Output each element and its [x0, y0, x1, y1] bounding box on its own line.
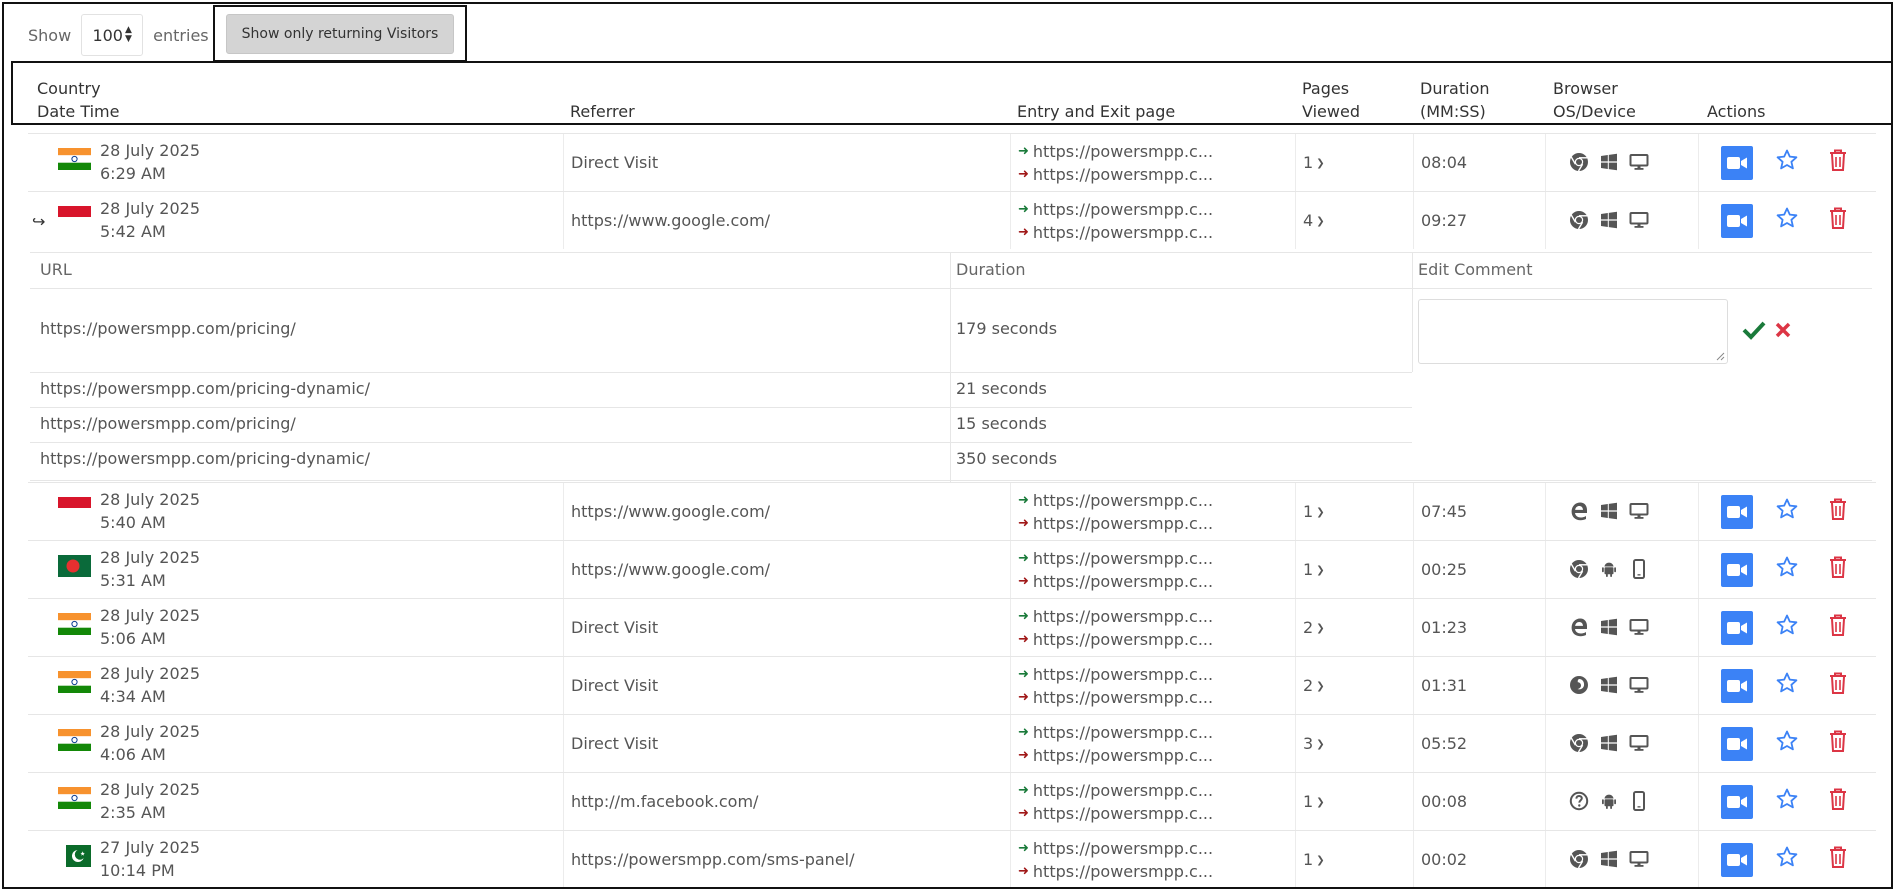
visit-time: 4:06 AM	[100, 745, 166, 764]
star-icon[interactable]	[1775, 845, 1799, 873]
visit-time: 5:06 AM	[100, 629, 166, 648]
duration-cell: 01:23	[1421, 618, 1468, 637]
duration-cell: 09:27	[1421, 211, 1468, 230]
header-browser-line1: Browser	[1553, 79, 1618, 98]
browser-os-device	[1568, 732, 1650, 754]
chrome-icon	[1568, 848, 1590, 870]
cancel-comment-x-icon[interactable]	[1774, 321, 1792, 339]
session-recording-button[interactable]	[1721, 669, 1753, 703]
header-country-datetime[interactable]	[37, 77, 119, 123]
exit-page-url: https://powersmpp.c...	[1032, 862, 1214, 881]
row-detail-panel	[30, 252, 1872, 482]
visit-date: 28 July 2025	[100, 199, 201, 218]
entry-arrow-icon: ➜	[1018, 144, 1029, 159]
exit-page-url: https://powersmpp.c...	[1032, 746, 1214, 765]
desktop-icon	[1628, 500, 1650, 522]
visit-date: 28 July 2025	[100, 606, 201, 625]
visit-time: 4:34 AM	[100, 687, 166, 706]
country-flag-icon	[58, 206, 91, 228]
entry-arrow-icon: ➜	[1018, 725, 1029, 740]
trash-icon[interactable]	[1828, 845, 1848, 873]
chevron-down-icon: ❯	[1316, 855, 1325, 866]
header-browser[interactable]	[1553, 77, 1636, 123]
chrome-icon	[1568, 209, 1590, 231]
detail-header-duration: Duration	[956, 260, 1026, 279]
visit-date: 28 July 2025	[100, 722, 201, 741]
header-country: Country	[37, 79, 101, 98]
entry-arrow-icon: ➜	[1018, 493, 1029, 508]
table-row	[28, 830, 1876, 888]
session-recording-button[interactable]	[1721, 495, 1753, 529]
browser-os-device	[1568, 500, 1650, 522]
visit-time: 10:14 PM	[100, 861, 175, 880]
country-flag-icon	[58, 613, 91, 635]
trash-icon[interactable]	[1828, 206, 1848, 234]
star-icon[interactable]	[1775, 497, 1799, 525]
trash-icon[interactable]	[1828, 671, 1848, 699]
pages-viewed-dropdown[interactable]	[1303, 560, 1325, 579]
session-recording-button[interactable]	[1721, 611, 1753, 645]
desktop-icon	[1628, 674, 1650, 696]
detail-duration-cell: 21 seconds	[956, 379, 1047, 398]
exit-page-url: https://powersmpp.c...	[1032, 688, 1214, 707]
visit-time: 2:35 AM	[100, 803, 166, 822]
pages-count: 1	[1303, 153, 1314, 172]
returning-visitors-wrapper	[213, 5, 467, 62]
android-icon	[1598, 790, 1620, 812]
pages-count: 2	[1303, 618, 1314, 637]
pages-viewed-dropdown[interactable]	[1303, 211, 1325, 230]
pages-count: 4	[1303, 211, 1314, 230]
windows-icon	[1598, 500, 1620, 522]
browser-os-device	[1568, 151, 1650, 173]
browser-os-device	[1568, 558, 1650, 580]
referrer-cell: https://www.google.com/	[571, 211, 771, 230]
referrer-cell: https://www.google.com/	[571, 502, 771, 521]
star-icon[interactable]	[1775, 671, 1799, 699]
exit-arrow-icon: ➜	[1018, 632, 1029, 647]
visitors-panel	[2, 2, 1893, 889]
expand-row-icon[interactable]: ↪	[32, 212, 46, 231]
video-camera-icon	[1726, 563, 1748, 577]
trash-icon[interactable]	[1828, 148, 1848, 176]
header-pages-line1: Pages	[1302, 79, 1350, 98]
header-date-time: Date Time	[37, 102, 120, 121]
session-recording-button[interactable]	[1721, 204, 1753, 238]
resize-handle-icon[interactable]	[1715, 351, 1725, 361]
length-control	[28, 14, 209, 56]
country-flag-icon	[58, 555, 91, 577]
entry-arrow-icon: ➜	[1018, 841, 1029, 856]
entry-page[interactable]	[1018, 607, 1213, 626]
entry-arrow-icon: ➜	[1018, 667, 1029, 682]
duration-cell: 00:02	[1421, 850, 1468, 869]
chevron-down-icon: ❯	[1316, 681, 1325, 692]
header-browser-line2: OS/Device	[1553, 102, 1636, 121]
table-row	[28, 482, 1876, 540]
detail-url-cell: https://powersmpp.com/pricing-dynamic/	[40, 449, 370, 468]
visit-date: 28 July 2025	[100, 141, 201, 160]
referrer-cell: https://www.google.com/	[571, 560, 771, 579]
chevron-down-icon: ❯	[1316, 623, 1325, 634]
entry-page-url: https://powersmpp.c...	[1032, 607, 1214, 626]
star-icon[interactable]	[1775, 787, 1799, 815]
entry-page[interactable]	[1018, 491, 1213, 510]
entries-label: entries	[153, 25, 209, 45]
duration-cell: 05:52	[1421, 734, 1468, 753]
detail-duration-cell: 15 seconds	[956, 414, 1047, 433]
exit-arrow-icon: ➜	[1018, 690, 1029, 705]
entry-page[interactable]	[1018, 549, 1213, 568]
referrer-cell: http://m.facebook.com/	[571, 792, 759, 811]
detail-duration-cell: 350 seconds	[956, 449, 1058, 468]
entry-page[interactable]	[1018, 723, 1213, 742]
pages-count: 1	[1303, 850, 1314, 869]
exit-page-url: https://powersmpp.c...	[1032, 223, 1214, 242]
visit-time: 5:40 AM	[100, 513, 166, 532]
exit-page[interactable]	[1018, 688, 1213, 707]
firefox-icon	[1568, 674, 1590, 696]
pages-viewed-dropdown[interactable]	[1303, 618, 1325, 637]
star-icon[interactable]	[1775, 613, 1799, 641]
browser-os-device	[1568, 209, 1650, 231]
exit-page[interactable]	[1018, 862, 1213, 881]
windows-icon	[1598, 151, 1620, 173]
show-label: Show	[28, 25, 72, 45]
video-camera-icon	[1726, 795, 1748, 809]
android-icon	[1598, 558, 1620, 580]
entry-page-url: https://powersmpp.c...	[1032, 665, 1214, 684]
pages-count: 2	[1303, 676, 1314, 695]
entry-page-url: https://powersmpp.c...	[1032, 491, 1214, 510]
detail-duration-cell: 179 seconds	[956, 319, 1058, 338]
duration-cell: 00:25	[1421, 560, 1468, 579]
entry-page-url: https://powersmpp.c...	[1032, 142, 1214, 161]
video-camera-icon	[1726, 505, 1748, 519]
star-icon[interactable]	[1775, 555, 1799, 583]
country-flag-icon	[58, 845, 91, 867]
visit-date: 28 July 2025	[100, 780, 201, 799]
exit-page-url: https://powersmpp.c...	[1032, 572, 1214, 591]
header-duration-line1: Duration	[1420, 79, 1490, 98]
entry-page-url: https://powersmpp.c...	[1032, 549, 1214, 568]
entry-page-url: https://powersmpp.c...	[1032, 839, 1214, 858]
pages-count: 1	[1303, 792, 1314, 811]
table-row	[28, 656, 1876, 714]
video-camera-icon	[1726, 214, 1748, 228]
table-row	[28, 540, 1876, 598]
select-caret-icon: ▲ ▼	[124, 25, 132, 44]
save-comment-check-icon[interactable]	[1742, 320, 1766, 340]
country-flag-icon	[58, 671, 91, 693]
visit-date: 28 July 2025	[100, 664, 201, 683]
star-icon[interactable]	[1775, 148, 1799, 176]
referrer-cell: https://powersmpp.com/sms-panel/	[571, 850, 855, 869]
desktop-icon	[1628, 848, 1650, 870]
detail-url-cell: https://powersmpp.com/pricing/	[40, 319, 296, 338]
duration-cell: 08:04	[1421, 153, 1468, 172]
windows-icon	[1598, 848, 1620, 870]
trash-icon[interactable]	[1828, 555, 1848, 583]
desktop-icon	[1628, 151, 1650, 173]
video-camera-icon	[1726, 737, 1748, 751]
country-flag-icon	[58, 729, 91, 751]
visit-date: 28 July 2025	[100, 490, 201, 509]
exit-page[interactable]	[1018, 165, 1213, 184]
entry-page[interactable]	[1018, 665, 1213, 684]
returning-visitors-button[interactable]: Show only returning Visitors	[226, 14, 454, 54]
table-row	[28, 772, 1876, 830]
referrer-cell: Direct Visit	[571, 618, 659, 637]
trash-icon[interactable]	[1828, 497, 1848, 525]
pages-viewed-dropdown[interactable]	[1303, 850, 1325, 869]
entry-page-url: https://powersmpp.c...	[1032, 781, 1214, 800]
mobile-icon	[1628, 790, 1650, 812]
video-camera-icon	[1726, 679, 1748, 693]
visit-date: 27 July 2025	[100, 838, 201, 857]
referrer-cell: Direct Visit	[571, 734, 659, 753]
pages-count: 3	[1303, 734, 1314, 753]
chevron-down-icon: ❯	[1316, 739, 1325, 750]
entry-arrow-icon: ➜	[1018, 202, 1029, 217]
header-referrer[interactable]: Referrer	[570, 102, 635, 121]
entry-page[interactable]	[1018, 839, 1213, 858]
windows-icon	[1598, 616, 1620, 638]
duration-cell: 07:45	[1421, 502, 1468, 521]
country-flag-icon	[58, 148, 91, 170]
entry-arrow-icon: ➜	[1018, 783, 1029, 798]
pages-viewed-dropdown[interactable]	[1303, 502, 1325, 521]
chevron-down-icon: ❯	[1316, 797, 1325, 808]
exit-page[interactable]	[1018, 746, 1213, 765]
table-row	[28, 714, 1876, 772]
trash-icon[interactable]	[1828, 787, 1848, 815]
duration-cell: 01:31	[1421, 676, 1468, 695]
exit-page-url: https://powersmpp.c...	[1032, 630, 1214, 649]
header-duration[interactable]	[1420, 77, 1490, 123]
entry-arrow-icon: ➜	[1018, 609, 1029, 624]
header-duration-line2: (MM:SS)	[1420, 102, 1486, 121]
pages-count: 1	[1303, 560, 1314, 579]
exit-page[interactable]	[1018, 514, 1213, 533]
mobile-icon	[1628, 558, 1650, 580]
exit-page[interactable]	[1018, 630, 1213, 649]
exit-page[interactable]	[1018, 572, 1213, 591]
exit-arrow-icon: ➜	[1018, 864, 1029, 879]
detail-header-comment: Edit Comment	[1418, 260, 1533, 279]
entry-page-url: https://powersmpp.c...	[1032, 200, 1214, 219]
referrer-cell: Direct Visit	[571, 153, 659, 172]
pages-viewed-dropdown[interactable]	[1303, 734, 1325, 753]
star-icon[interactable]	[1775, 729, 1799, 757]
entries-select[interactable]	[81, 14, 143, 56]
desktop-icon	[1628, 616, 1650, 638]
trash-icon[interactable]	[1828, 729, 1848, 757]
exit-page[interactable]	[1018, 804, 1213, 823]
table-row	[28, 133, 1876, 191]
session-recording-button[interactable]	[1721, 553, 1753, 587]
table-header	[11, 61, 1893, 125]
detail-header-url: URL	[40, 260, 72, 279]
header-actions: Actions	[1707, 102, 1766, 121]
table-row	[28, 598, 1876, 656]
comment-textarea[interactable]	[1418, 299, 1728, 364]
exit-page-url: https://powersmpp.c...	[1032, 804, 1214, 823]
exit-page[interactable]	[1018, 223, 1213, 242]
header-entry-exit[interactable]: Entry and Exit page	[1017, 102, 1176, 121]
chevron-down-icon: ❯	[1316, 565, 1325, 576]
table-row	[28, 191, 1876, 249]
desktop-icon	[1628, 732, 1650, 754]
detail-url-cell: https://powersmpp.com/pricing-dynamic/	[40, 379, 370, 398]
header-pages-line2: Viewed	[1302, 102, 1360, 121]
desktop-icon	[1628, 209, 1650, 231]
entry-page[interactable]	[1018, 200, 1213, 219]
video-camera-icon	[1726, 853, 1748, 867]
session-recording-button[interactable]	[1721, 843, 1753, 877]
browser-os-device	[1568, 848, 1650, 870]
edge-icon	[1568, 500, 1590, 522]
exit-arrow-icon: ➜	[1018, 516, 1029, 531]
detail-url-cell: https://powersmpp.com/pricing/	[40, 414, 296, 433]
exit-arrow-icon: ➜	[1018, 574, 1029, 589]
pages-viewed-dropdown[interactable]	[1303, 676, 1325, 695]
star-icon[interactable]	[1775, 206, 1799, 234]
windows-icon	[1598, 674, 1620, 696]
edge-icon	[1568, 616, 1590, 638]
video-camera-icon	[1726, 621, 1748, 635]
trash-icon[interactable]	[1828, 613, 1848, 641]
chrome-icon	[1568, 558, 1590, 580]
unknown-browser-icon	[1568, 790, 1590, 812]
visit-date: 28 July 2025	[100, 548, 201, 567]
country-flag-icon	[58, 787, 91, 809]
entries-value: 100	[92, 25, 123, 45]
chrome-icon	[1568, 732, 1590, 754]
exit-page-url: https://powersmpp.c...	[1032, 514, 1214, 533]
referrer-cell: Direct Visit	[571, 676, 659, 695]
session-recording-button[interactable]	[1721, 146, 1753, 180]
exit-arrow-icon: ➜	[1018, 748, 1029, 763]
video-camera-icon	[1726, 156, 1748, 170]
visit-time: 5:42 AM	[100, 222, 166, 241]
exit-arrow-icon: ➜	[1018, 167, 1029, 182]
browser-os-device	[1568, 616, 1650, 638]
exit-page-url: https://powersmpp.c...	[1032, 165, 1214, 184]
entry-page[interactable]	[1018, 781, 1213, 800]
visit-time: 6:29 AM	[100, 164, 166, 183]
chevron-down-icon: ❯	[1316, 507, 1325, 518]
browser-os-device	[1568, 790, 1650, 812]
exit-arrow-icon: ➜	[1018, 225, 1029, 240]
country-flag-icon	[58, 497, 91, 519]
pages-viewed-dropdown[interactable]	[1303, 792, 1325, 811]
chrome-icon	[1568, 151, 1590, 173]
entry-arrow-icon: ➜	[1018, 551, 1029, 566]
visit-time: 5:31 AM	[100, 571, 166, 590]
pages-count: 1	[1303, 502, 1314, 521]
chevron-down-icon: ❯	[1316, 216, 1325, 227]
duration-cell: 00:08	[1421, 792, 1468, 811]
session-recording-button[interactable]	[1721, 727, 1753, 761]
browser-os-device	[1568, 674, 1650, 696]
entry-page-url: https://powersmpp.c...	[1032, 723, 1214, 742]
chevron-down-icon: ❯	[1316, 158, 1325, 169]
session-recording-button[interactable]	[1721, 785, 1753, 819]
windows-icon	[1598, 732, 1620, 754]
pages-viewed-dropdown[interactable]	[1303, 153, 1325, 172]
header-pages-viewed[interactable]	[1302, 77, 1360, 123]
windows-icon	[1598, 209, 1620, 231]
exit-arrow-icon: ➜	[1018, 806, 1029, 821]
entry-page[interactable]	[1018, 142, 1213, 161]
